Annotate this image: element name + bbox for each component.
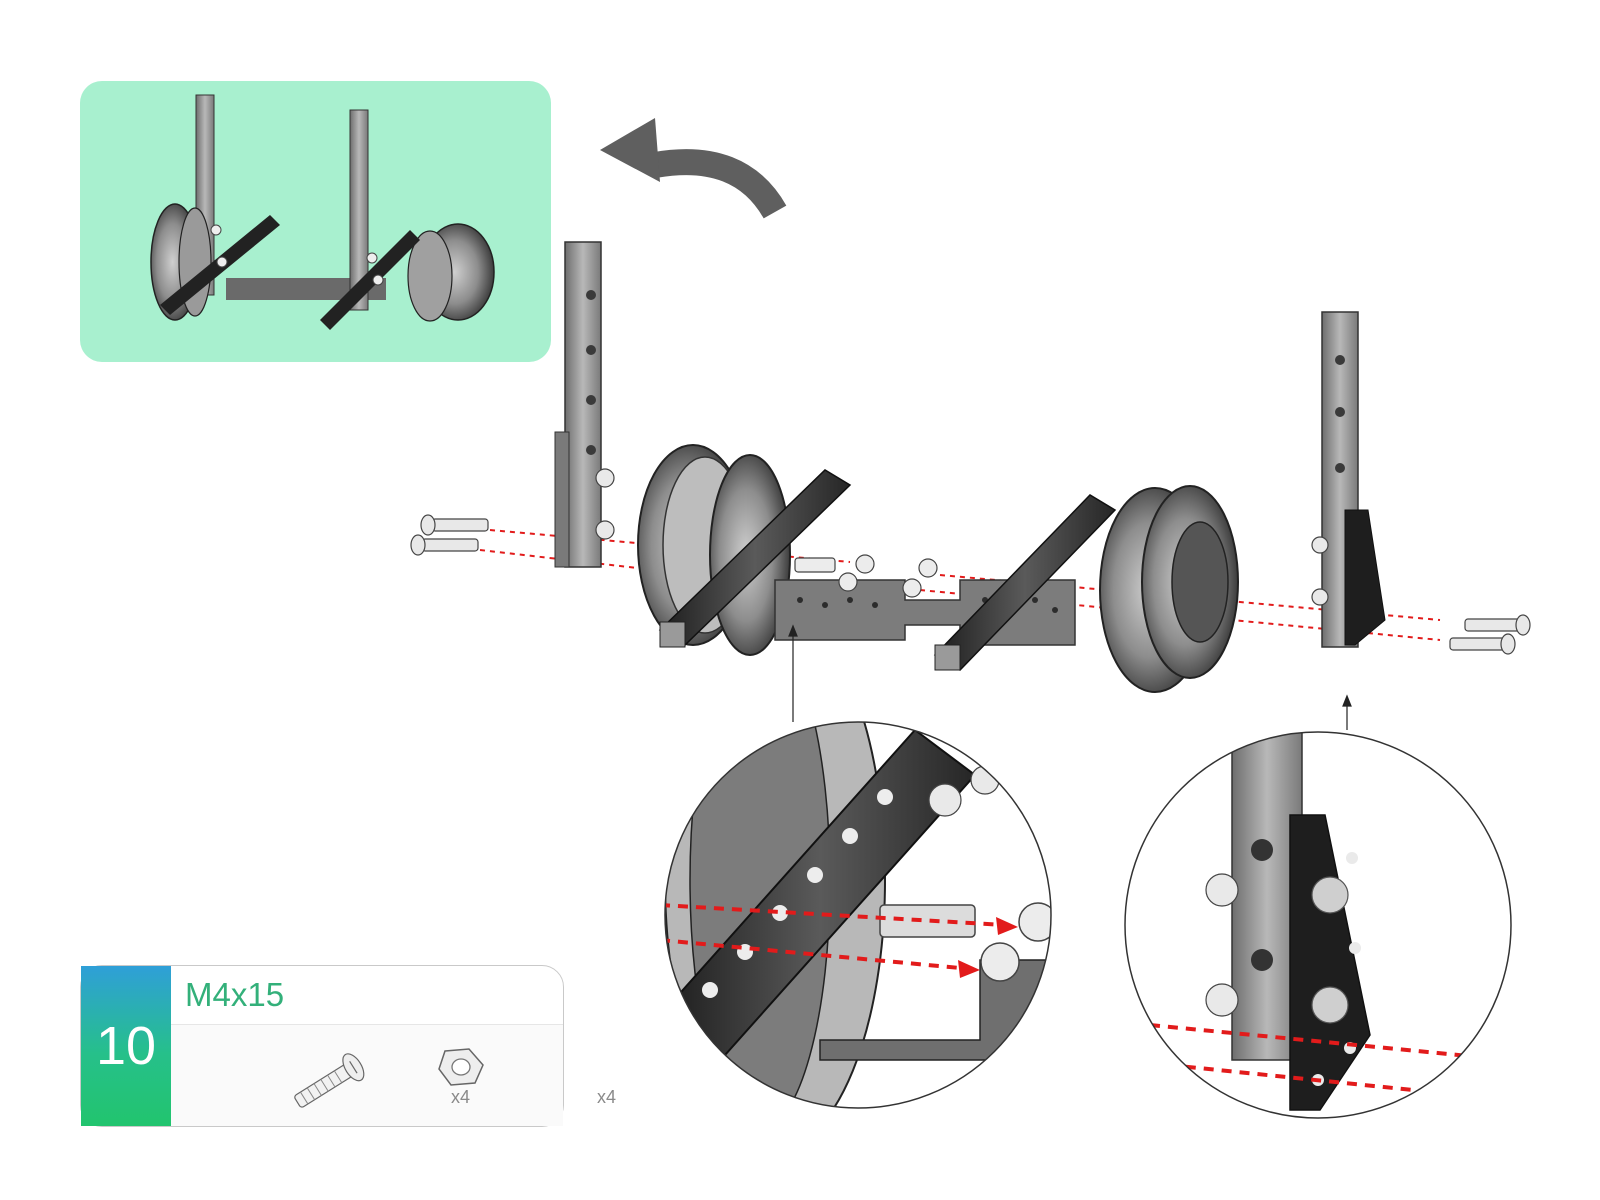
right-vertical-bracket — [1312, 312, 1385, 647]
left-vertical-bracket — [555, 242, 614, 567]
zoom-callout-nut-detail — [660, 610, 1057, 1150]
nut-quantity: x4 — [597, 1087, 617, 1107]
parts-card — [80, 965, 617, 1127]
right-screws — [1450, 615, 1530, 654]
step-number-badge — [81, 966, 171, 1126]
left-screws — [411, 515, 488, 555]
part-size-label: M4x15 — [185, 976, 285, 1013]
part-header — [171, 966, 563, 1025]
part-list — [171, 1025, 617, 1126]
preview-panel — [80, 81, 551, 362]
nut-icon — [431, 1043, 491, 1093]
screw-quantity: x4 — [451, 1087, 471, 1107]
exploded-assembly — [411, 242, 1530, 730]
step-number: 10 — [95, 1016, 157, 1076]
right-wheel — [1100, 486, 1238, 692]
screw-icon — [271, 1047, 381, 1117]
zoom-callout-bracket-detail — [1125, 720, 1511, 1118]
rotate-arrow-icon — [600, 118, 775, 212]
